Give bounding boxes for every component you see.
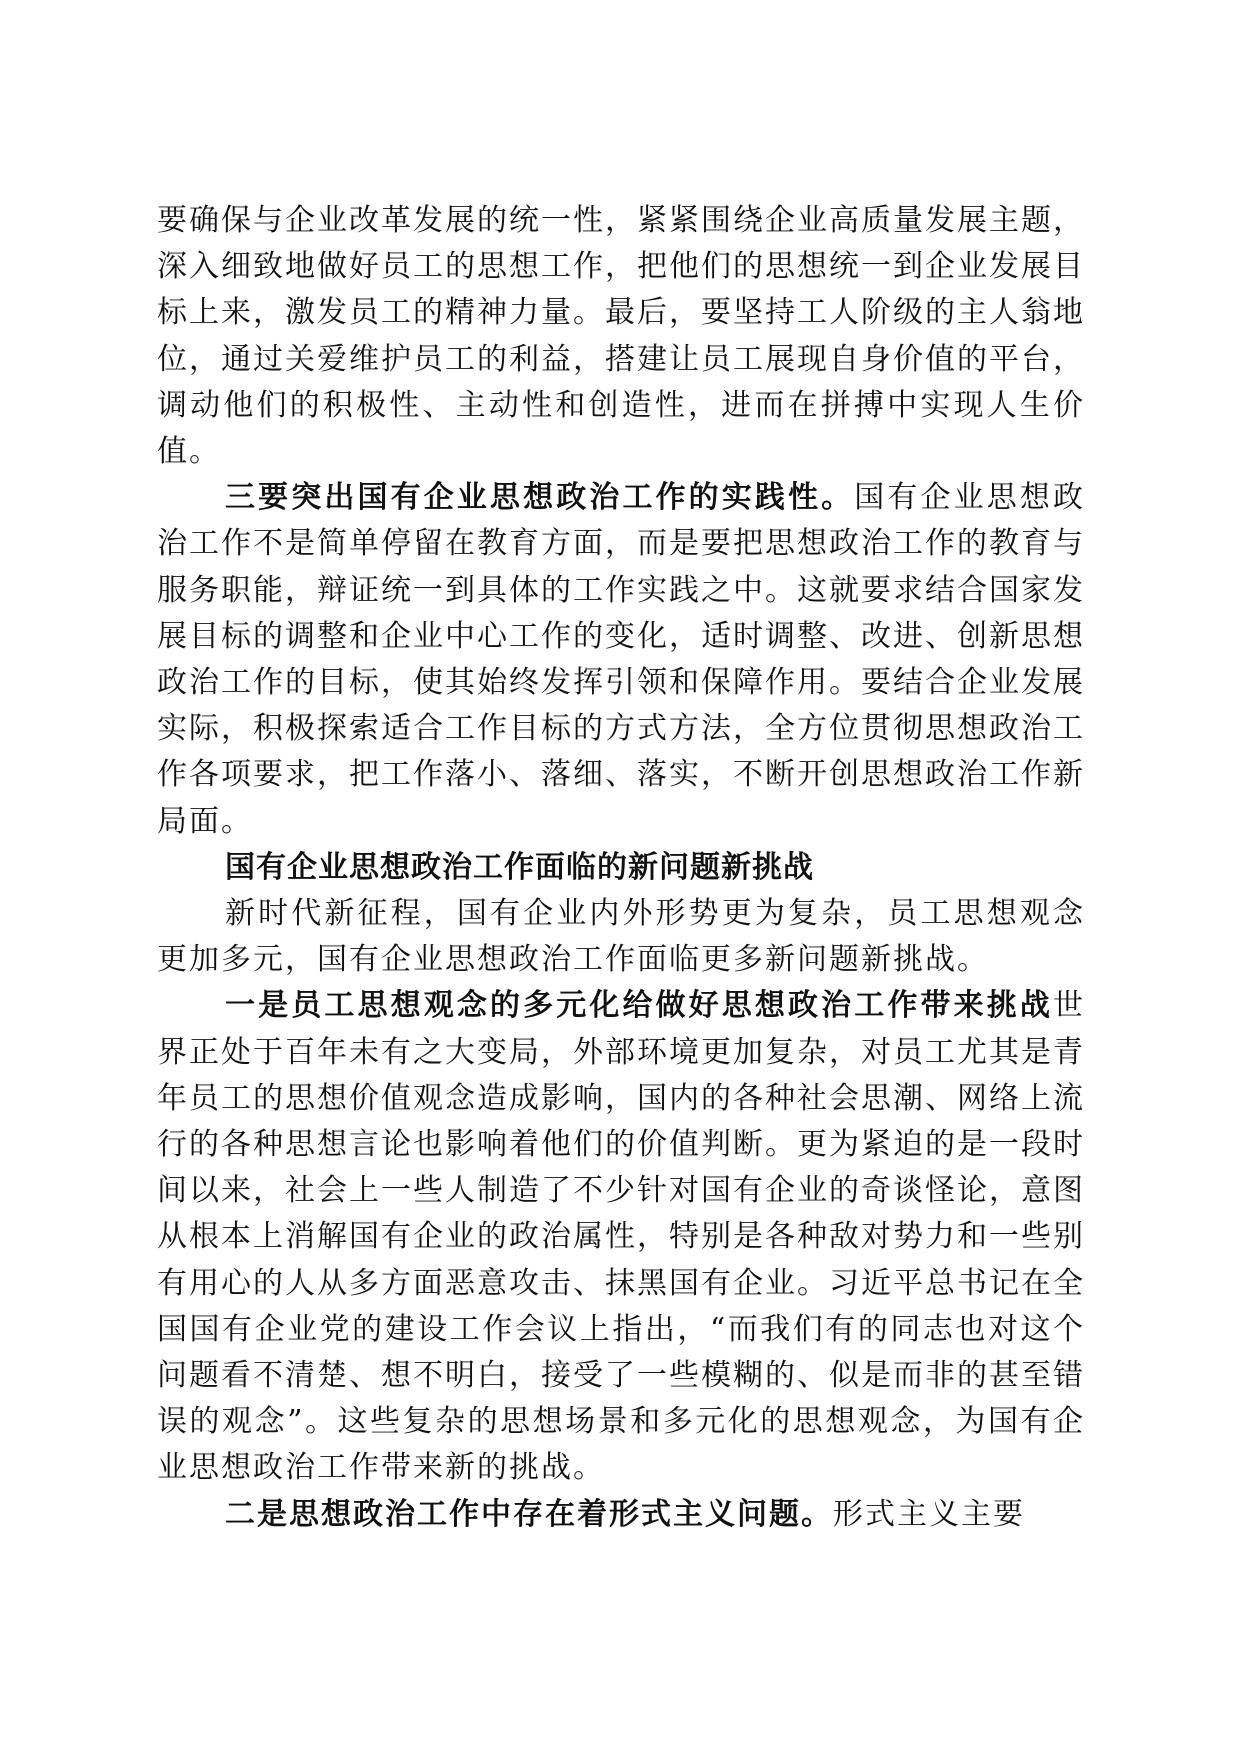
- paragraph-text: 形式主义主要: [833, 1496, 1025, 1532]
- paragraph-lead: 一是员工思想观念的多元化给做好思想政治工作带来挑战: [225, 988, 1053, 1024]
- paragraph-text: 世界正处于百年未有之大变局，外部环境更加复杂，对员工尤其是青年员工的思想价值观念造成影响，国内的各种社会思潮、网络上流行的各种思想言论也影响着他们的价值判断。更为紧迫的是一段时间以来，社会上一些人制造了不少针对国有企业的奇谈怪论，意图从根本上消解国有企业的政治属性，特别是各种敌对势力和一些别有用心的人从多方面恶意攻击、抹黑国有企业。习近平总书记在全国国有企业党的建设工作会议上指出，“而我们有的同志也对这个问题看不清楚、想不明白，接受了一些模糊的、似是而非的甚至错误的观念”。这些复杂的思想场景和多元化的思想观念，为国有企业思想政治工作带来新的挑战。: [157, 988, 1085, 1486]
- paragraph-lead: 三要突出国有企业思想政治工作的实践性。: [225, 480, 855, 516]
- paragraph-continuation: [157, 198, 1085, 475]
- paragraph-lead: 二是思想政治工作中存在着形式主义问题。: [225, 1496, 833, 1532]
- document-body: [157, 198, 1085, 1538]
- paragraph-text: 新时代新征程，国有企业内外形势更为复杂，员工思想观念更加多元，国有企业思想政治工作面临更多新问题新挑战。: [157, 896, 1085, 978]
- section-heading: 国有企业思想政治工作面临的新问题新挑战: [225, 849, 814, 885]
- paragraph-point-two: [157, 1492, 1085, 1538]
- paragraph-intro: [157, 891, 1085, 983]
- paragraph-point-one: [157, 983, 1085, 1491]
- paragraph-text: 要确保与企业改革发展的统一性，紧紧围绕企业高质量发展主题，深入细致地做好员工的思想工作，把他们的思想统一到企业发展目标上来，激发员工的精神力量。最后，要坚持工人阶级的主人翁地位，通过关爱维护员工的利益，搭建让员工展现自身价值的平台，调动他们的积极性、主动性和创造性，进而在拼搏中实现人生价值。: [157, 203, 1085, 470]
- paragraph-point-three: [157, 475, 1085, 845]
- paragraph-text: 国有企业思想政治工作不是简单停留在教育方面，而是要把思想政治工作的教育与服务职能，辩证统一到具体的工作实践之中。这就要求结合国家发展目标的调整和企业中心工作的变化，适时调整、改进、创新思想政治工作的目标，使其始终发挥引领和保障作用。要结合企业发展实际，积极探索适合工作目标的方式方法，全方位贯彻思想政治工作各项要求，把工作落小、落细、落实，不断开创思想政治工作新局面。: [157, 480, 1086, 839]
